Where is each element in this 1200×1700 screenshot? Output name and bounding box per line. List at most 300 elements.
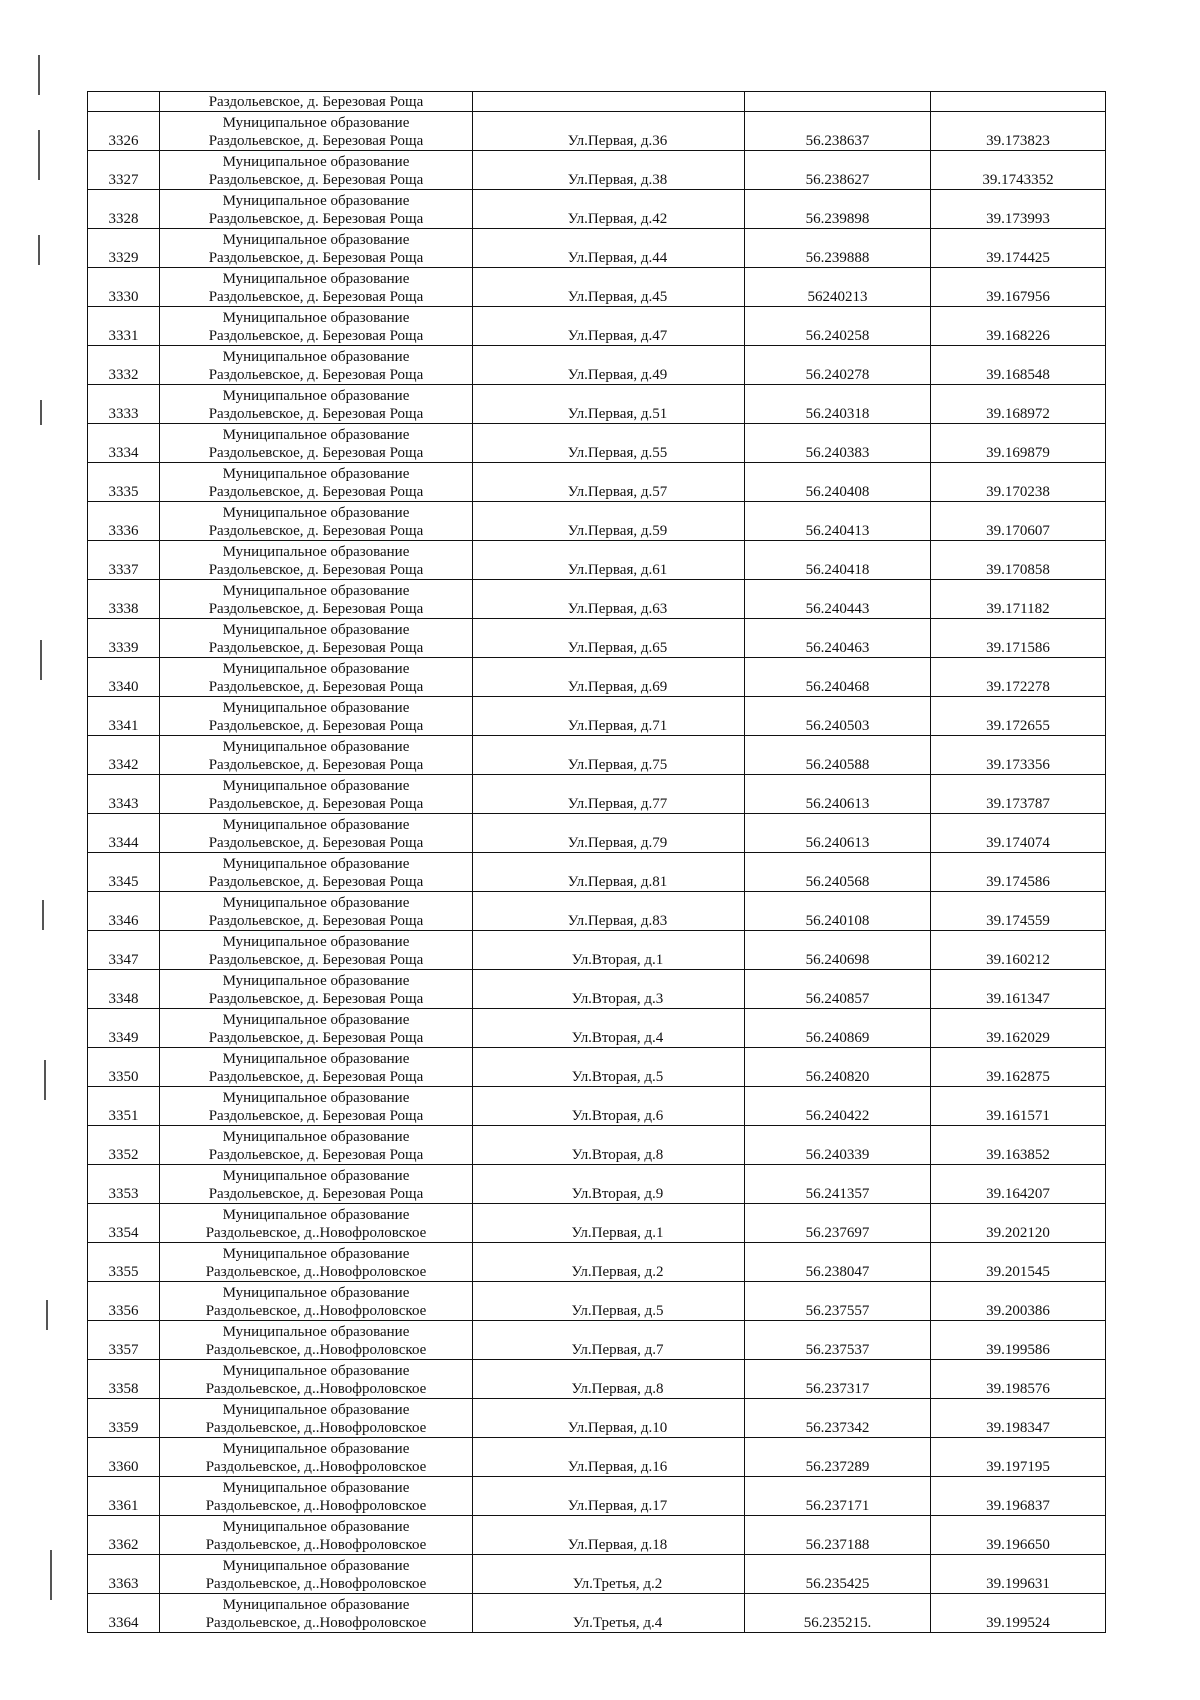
row-number: 3338 [88, 580, 160, 619]
longitude-cell: 39.198347 [931, 1399, 1106, 1438]
table-row [88, 1048, 1106, 1087]
longitude-cell: 39.199586 [931, 1321, 1106, 1360]
municipality-cell [160, 970, 473, 1009]
municipality-line-2: Раздольевское, д. Березовая Роща [208, 1186, 424, 1202]
address-text: Ул.Первая, д.69 [567, 679, 668, 695]
row-number [88, 92, 160, 112]
address-text: Ул.Вторая, д.5 [571, 1069, 664, 1085]
municipality-line-2: Раздольевское, д. Березовая Роща [208, 679, 424, 695]
municipality-cell [160, 1165, 473, 1204]
table-row [88, 1282, 1106, 1321]
table-row [88, 229, 1106, 268]
table-row [88, 736, 1106, 775]
longitude-cell: 39.196837 [931, 1477, 1106, 1516]
municipality-line-2: Раздольевское, д. Березовая Роща [208, 523, 424, 539]
municipality-cell [160, 814, 473, 853]
address-text: Ул.Первая, д.51 [567, 406, 668, 422]
address-text: Ул.Первая, д.2 [571, 1264, 664, 1280]
longitude-cell: 39.163852 [931, 1126, 1106, 1165]
municipality-cell [160, 346, 473, 385]
table-row [88, 1399, 1106, 1438]
scan-edge-mark [42, 900, 44, 930]
row-number: 3336 [88, 502, 160, 541]
address-cell [473, 463, 745, 502]
municipality-cell [160, 1477, 473, 1516]
address-text: Ул.Третья, д.4 [572, 1615, 663, 1631]
table-row [88, 1087, 1106, 1126]
latitude-cell: 56.240820 [745, 1048, 931, 1087]
table-row [88, 346, 1106, 385]
longitude-cell: 39.168972 [931, 385, 1106, 424]
address-cell [473, 1009, 745, 1048]
municipality-line-2: Раздольевское, д..Новофроловское [205, 1537, 427, 1553]
municipality-line-1: Муниципальное образование [222, 1324, 410, 1340]
table-row [88, 1321, 1106, 1360]
longitude-cell: 39.160212 [931, 931, 1106, 970]
scan-edge-mark [44, 1060, 46, 1100]
municipality-cell [160, 1360, 473, 1399]
municipality-cell [160, 892, 473, 931]
latitude-cell: 56.240588 [745, 736, 931, 775]
row-number: 3337 [88, 541, 160, 580]
table-row [88, 1009, 1106, 1048]
municipality-line-1: Муниципальное образование [222, 973, 410, 989]
row-number: 3363 [88, 1555, 160, 1594]
municipality-cell [160, 1009, 473, 1048]
address-text: Ул.Первая, д.7 [571, 1342, 664, 1358]
address-text: Ул.Первая, д.42 [567, 211, 668, 227]
latitude-cell: 56.235215. [745, 1594, 931, 1633]
table-row [88, 697, 1106, 736]
municipality-line-1: Муниципальное образование [222, 544, 410, 560]
address-cell [473, 970, 745, 1009]
table-row [88, 1555, 1106, 1594]
row-number: 3340 [88, 658, 160, 697]
longitude-cell [931, 92, 1106, 112]
row-number: 3335 [88, 463, 160, 502]
address-text: Ул.Вторая, д.4 [571, 1030, 664, 1046]
municipality-line-1: Муниципальное образование [222, 427, 410, 443]
address-cell [473, 307, 745, 346]
table-row [88, 1204, 1106, 1243]
address-cell [473, 1243, 745, 1282]
address-cell [473, 1282, 745, 1321]
municipality-line-1: Муниципальное образование [222, 115, 410, 131]
longitude-cell: 39.161571 [931, 1087, 1106, 1126]
longitude-cell: 39.173993 [931, 190, 1106, 229]
municipality-line-2: Раздольевское, д..Новофроловское [205, 1225, 427, 1241]
municipality-line-2: Раздольевское, д. Березовая Роща [208, 718, 424, 734]
longitude-cell: 39.162029 [931, 1009, 1106, 1048]
latitude-cell: 56.239888 [745, 229, 931, 268]
latitude-cell: 56.237289 [745, 1438, 931, 1477]
row-number: 3330 [88, 268, 160, 307]
row-number: 3359 [88, 1399, 160, 1438]
municipality-line-2: Раздольевское, д. Березовая Роща [208, 445, 424, 461]
row-number: 3345 [88, 853, 160, 892]
municipality-line-1: Муниципальное образование [222, 1402, 410, 1418]
table-row [88, 1243, 1106, 1282]
latitude-cell: 56.240613 [745, 775, 931, 814]
municipality-cell [160, 853, 473, 892]
municipality-line-2: Раздольевское, д..Новофроловское [205, 1342, 427, 1358]
latitude-cell: 56.240463 [745, 619, 931, 658]
address-cell [473, 1204, 745, 1243]
municipality-line-2: Раздольевское, д..Новофроловское [205, 1303, 427, 1319]
table-row [88, 151, 1106, 190]
address-text: Ул.Первая, д.8 [571, 1381, 664, 1397]
latitude-cell: 56.240869 [745, 1009, 931, 1048]
municipality-line-1: Муниципальное образование [222, 154, 410, 170]
row-number: 3364 [88, 1594, 160, 1633]
municipality-cell [160, 1087, 473, 1126]
municipality-line-2: Раздольевское, д..Новофроловское [205, 1420, 427, 1436]
table-row [88, 775, 1106, 814]
row-number: 3350 [88, 1048, 160, 1087]
row-number: 3326 [88, 112, 160, 151]
municipality-line-1: Муниципальное образование [222, 1597, 410, 1613]
address-text: Ул.Первая, д.18 [567, 1537, 668, 1553]
municipality-line-1: Муниципальное образование [222, 1129, 410, 1145]
latitude-cell: 56.241357 [745, 1165, 931, 1204]
address-text: Ул.Первая, д.1 [571, 1225, 664, 1241]
municipality-cell [160, 697, 473, 736]
municipality-line-2: Раздольевское, д. Березовая Роща [208, 601, 424, 617]
longitude-cell: 39.173823 [931, 112, 1106, 151]
longitude-cell: 39.196650 [931, 1516, 1106, 1555]
longitude-cell: 39.172278 [931, 658, 1106, 697]
row-number: 3334 [88, 424, 160, 463]
address-cell [473, 1438, 745, 1477]
latitude-cell: 56.240422 [745, 1087, 931, 1126]
municipality-line-2: Раздольевское, д..Новофроловское [205, 1576, 427, 1592]
longitude-cell: 39.199631 [931, 1555, 1106, 1594]
address-cell [473, 541, 745, 580]
address-text: Ул.Первая, д.77 [567, 796, 668, 812]
row-number: 3357 [88, 1321, 160, 1360]
municipality-line-2: Раздольевское, д..Новофроловское [205, 1615, 427, 1631]
address-cell [473, 1594, 745, 1633]
row-number: 3352 [88, 1126, 160, 1165]
row-number: 3362 [88, 1516, 160, 1555]
municipality-line-1: Муниципальное образование [222, 856, 410, 872]
row-number: 3356 [88, 1282, 160, 1321]
address-text: Ул.Первая, д.44 [567, 250, 668, 266]
row-number: 3358 [88, 1360, 160, 1399]
municipality-line-2: Раздольевское, д. Березовая Роща [208, 289, 424, 305]
address-text: Ул.Вторая, д.1 [571, 952, 664, 968]
address-cell [473, 190, 745, 229]
latitude-cell: 56.237537 [745, 1321, 931, 1360]
address-text: Ул.Первая, д.47 [567, 328, 668, 344]
table-row [88, 1516, 1106, 1555]
municipality-line-1: Муниципальное образование [222, 1363, 410, 1379]
latitude-cell: 56.238047 [745, 1243, 931, 1282]
longitude-cell: 39.1743352 [931, 151, 1106, 190]
table-row [88, 1477, 1106, 1516]
municipality-line-1: Муниципальное образование [222, 193, 410, 209]
row-number: 3327 [88, 151, 160, 190]
row-number: 3354 [88, 1204, 160, 1243]
municipality-line-2: Раздольевское, д. Березовая Роща [208, 367, 424, 383]
municipality-line-1: Муниципальное образование [222, 310, 410, 326]
longitude-cell: 39.201545 [931, 1243, 1106, 1282]
municipality-line-2: Раздольевское, д. Березовая Роща [208, 133, 424, 149]
address-cell [473, 1399, 745, 1438]
municipality-line-2: Раздольевское, д. Березовая Роща [208, 1069, 424, 1085]
latitude-cell: 56.240339 [745, 1126, 931, 1165]
municipality-line-2: Раздольевское, д. Березовая Роща [208, 1108, 424, 1124]
row-number: 3351 [88, 1087, 160, 1126]
address-text: Ул.Первая, д.59 [567, 523, 668, 539]
row-number: 3341 [88, 697, 160, 736]
latitude-cell: 56.240503 [745, 697, 931, 736]
address-text: Ул.Первая, д.57 [567, 484, 668, 500]
latitude-cell: 56.239898 [745, 190, 931, 229]
municipality-cell [160, 1126, 473, 1165]
address-cell [473, 1555, 745, 1594]
longitude-cell: 39.168548 [931, 346, 1106, 385]
municipality-line-2: Раздольевское, д. Березовая Роща [208, 484, 424, 500]
municipality-line-1: Муниципальное образование [222, 817, 410, 833]
municipality-line-1: Муниципальное образование [222, 700, 410, 716]
municipality-line-2: Раздольевское, д. Березовая Роща [208, 796, 424, 812]
longitude-cell: 39.164207 [931, 1165, 1106, 1204]
municipality-line-1: Муниципальное образование [222, 583, 410, 599]
row-number: 3339 [88, 619, 160, 658]
latitude-cell: 56.237188 [745, 1516, 931, 1555]
municipality-line-2: Раздольевское, д..Новофроловское [205, 1459, 427, 1475]
municipality-line-1: Муниципальное образование [222, 1090, 410, 1106]
municipality-cell [160, 151, 473, 190]
municipality-line-2: Раздольевское, д. Березовая Роща [208, 250, 424, 266]
scan-edge-mark [46, 1300, 48, 1330]
municipality-cell [160, 775, 473, 814]
row-number: 3343 [88, 775, 160, 814]
scan-edge-mark [38, 55, 40, 95]
scan-edge-mark [50, 1550, 52, 1600]
municipality-cell [160, 1204, 473, 1243]
municipality-cell [160, 502, 473, 541]
address-cell [473, 151, 745, 190]
municipality-line-1: Муниципальное образование [222, 1558, 410, 1574]
latitude-cell: 56.240418 [745, 541, 931, 580]
address-text: Ул.Первая, д.63 [567, 601, 668, 617]
row-number: 3332 [88, 346, 160, 385]
address-text: Ул.Первая, д.65 [567, 640, 668, 656]
longitude-cell: 39.174074 [931, 814, 1106, 853]
longitude-cell: 39.174586 [931, 853, 1106, 892]
municipality-cell [160, 1048, 473, 1087]
address-cell [473, 112, 745, 151]
table-row [88, 1594, 1106, 1633]
row-number: 3329 [88, 229, 160, 268]
address-text: Ул.Вторая, д.3 [571, 991, 664, 1007]
latitude-cell: 56.237697 [745, 1204, 931, 1243]
latitude-cell: 56.235425 [745, 1555, 931, 1594]
table-row [88, 970, 1106, 1009]
longitude-cell: 39.173787 [931, 775, 1106, 814]
municipality-line-2: Раздольевское, д. Березовая Роща [208, 211, 424, 227]
row-number: 3346 [88, 892, 160, 931]
municipality-cell [160, 424, 473, 463]
row-number: 3348 [88, 970, 160, 1009]
longitude-cell: 39.198576 [931, 1360, 1106, 1399]
address-text: Ул.Первая, д.16 [567, 1459, 668, 1475]
municipality-line-2: Раздольевское, д. Березовая Роща [208, 1147, 424, 1163]
table-row [88, 463, 1106, 502]
municipality-line-1: Муниципальное образование [222, 1051, 410, 1067]
table-row [88, 92, 1106, 112]
row-number: 3331 [88, 307, 160, 346]
municipality-line-2: Раздольевское, д. Березовая Роща [208, 952, 424, 968]
municipality-cell [160, 463, 473, 502]
municipality-line-1: Муниципальное образование [222, 505, 410, 521]
row-number: 3349 [88, 1009, 160, 1048]
address-cell [473, 736, 745, 775]
address-text: Ул.Первая, д.38 [567, 172, 668, 188]
municipality-line-1: Муниципальное образование [222, 1480, 410, 1496]
table-row [88, 112, 1106, 151]
row-number: 3333 [88, 385, 160, 424]
municipality-cell [160, 1438, 473, 1477]
address-text: Ул.Первая, д.79 [567, 835, 668, 851]
municipality-cell [160, 1555, 473, 1594]
municipality-cell [160, 229, 473, 268]
municipality-line-1: Муниципальное образование [222, 349, 410, 365]
longitude-cell: 39.171586 [931, 619, 1106, 658]
municipality-line-1: Муниципальное образование [222, 1168, 410, 1184]
address-cell [473, 1165, 745, 1204]
scan-edge-mark [38, 235, 40, 265]
latitude-cell: 56.240408 [745, 463, 931, 502]
table-row [88, 658, 1106, 697]
longitude-cell: 39.170607 [931, 502, 1106, 541]
municipality-cell [160, 268, 473, 307]
table-row [88, 268, 1106, 307]
scan-edge-mark [40, 400, 42, 425]
longitude-cell: 39.197195 [931, 1438, 1106, 1477]
municipality-cell [160, 580, 473, 619]
municipality-cell [160, 1243, 473, 1282]
municipality-line-1: Муниципальное образование [222, 271, 410, 287]
latitude-cell: 56.240698 [745, 931, 931, 970]
longitude-cell: 39.167956 [931, 268, 1106, 307]
latitude-cell: 56.240468 [745, 658, 931, 697]
municipality-line-2: Раздольевское, д. Березовая Роща [208, 1030, 424, 1046]
address-text: Ул.Первая, д.71 [567, 718, 668, 734]
table-row [88, 1165, 1106, 1204]
municipality-cell [160, 1321, 473, 1360]
municipality-cell [160, 385, 473, 424]
address-cell [473, 1087, 745, 1126]
municipality-line-2: Раздольевское, д..Новофроловское [205, 1264, 427, 1280]
scan-edge-mark [38, 130, 40, 180]
address-cell [473, 580, 745, 619]
municipality-cell [160, 190, 473, 229]
address-text: Ул.Первая, д.17 [567, 1498, 668, 1514]
latitude-cell: 56.240413 [745, 502, 931, 541]
municipality-line-2: Раздольевское, д. Березовая Роща [208, 406, 424, 422]
longitude-cell: 39.202120 [931, 1204, 1106, 1243]
municipality-line-1: Муниципальное образование [222, 778, 410, 794]
address-text: Ул.Первая, д.10 [567, 1420, 668, 1436]
municipality-line-2: Раздольевское, д. Березовая Роща [208, 640, 424, 656]
address-text: Ул.Первая, д.83 [567, 913, 668, 929]
address-cell [473, 697, 745, 736]
municipality-cell [160, 1594, 473, 1633]
municipality-line-2: Раздольевское, д. Березовая Роща [208, 562, 424, 578]
address-cell [473, 385, 745, 424]
municipality-line-1: Муниципальное образование [222, 466, 410, 482]
latitude-cell: 56.240443 [745, 580, 931, 619]
longitude-cell: 39.162875 [931, 1048, 1106, 1087]
address-cell [473, 1360, 745, 1399]
latitude-cell [745, 92, 931, 112]
latitude-cell: 56.240383 [745, 424, 931, 463]
address-cell [473, 1321, 745, 1360]
address-cell [473, 1048, 745, 1087]
row-number: 3361 [88, 1477, 160, 1516]
address-cell [473, 1516, 745, 1555]
municipality-line-1: Муниципальное образование [222, 1519, 410, 1535]
municipality-cell [160, 1399, 473, 1438]
longitude-cell: 39.173356 [931, 736, 1106, 775]
table-row [88, 385, 1106, 424]
address-text: Ул.Первая, д.55 [567, 445, 668, 461]
address-cell [473, 853, 745, 892]
latitude-cell: 56.237317 [745, 1360, 931, 1399]
address-cell [473, 424, 745, 463]
address-cell [473, 502, 745, 541]
address-cell [473, 229, 745, 268]
address-cell [473, 658, 745, 697]
address-text: Ул.Первая, д.36 [567, 133, 668, 149]
table-row [88, 619, 1106, 658]
municipality-line-1: Муниципальное образование [222, 1285, 410, 1301]
longitude-cell: 39.199524 [931, 1594, 1106, 1633]
table-row [88, 892, 1106, 931]
address-cell [473, 1126, 745, 1165]
address-text: Ул.Вторая, д.8 [571, 1147, 664, 1163]
table-row [88, 190, 1106, 229]
scan-edge-mark [40, 640, 42, 680]
row-number: 3347 [88, 931, 160, 970]
municipality-line-1: Муниципальное образование [222, 388, 410, 404]
municipality-cell [160, 619, 473, 658]
municipality-cell: Раздольевское, д. Березовая Роща [160, 92, 473, 112]
address-cell [473, 892, 745, 931]
table-row [88, 1438, 1106, 1477]
address-cell [473, 1477, 745, 1516]
longitude-cell: 39.168226 [931, 307, 1106, 346]
municipality-line-2: Раздольевское, д..Новофроловское [205, 1381, 427, 1397]
address-text: Ул.Первая, д.49 [567, 367, 668, 383]
longitude-cell: 39.170238 [931, 463, 1106, 502]
address-text: Ул.Вторая, д.9 [571, 1186, 664, 1202]
municipality-line-2: Раздольевское, д. Березовая Роща [208, 913, 424, 929]
longitude-cell: 39.200386 [931, 1282, 1106, 1321]
longitude-cell: 39.174559 [931, 892, 1106, 931]
address-text: Ул.Первая, д.81 [567, 874, 668, 890]
latitude-cell: 56.238637 [745, 112, 931, 151]
longitude-cell: 39.161347 [931, 970, 1106, 1009]
municipality-line-1: Муниципальное образование [222, 1207, 410, 1223]
municipality-line-1: Муниципальное образование [222, 1441, 410, 1457]
address-cell [473, 814, 745, 853]
row-number: 3328 [88, 190, 160, 229]
latitude-cell: 56.240318 [745, 385, 931, 424]
